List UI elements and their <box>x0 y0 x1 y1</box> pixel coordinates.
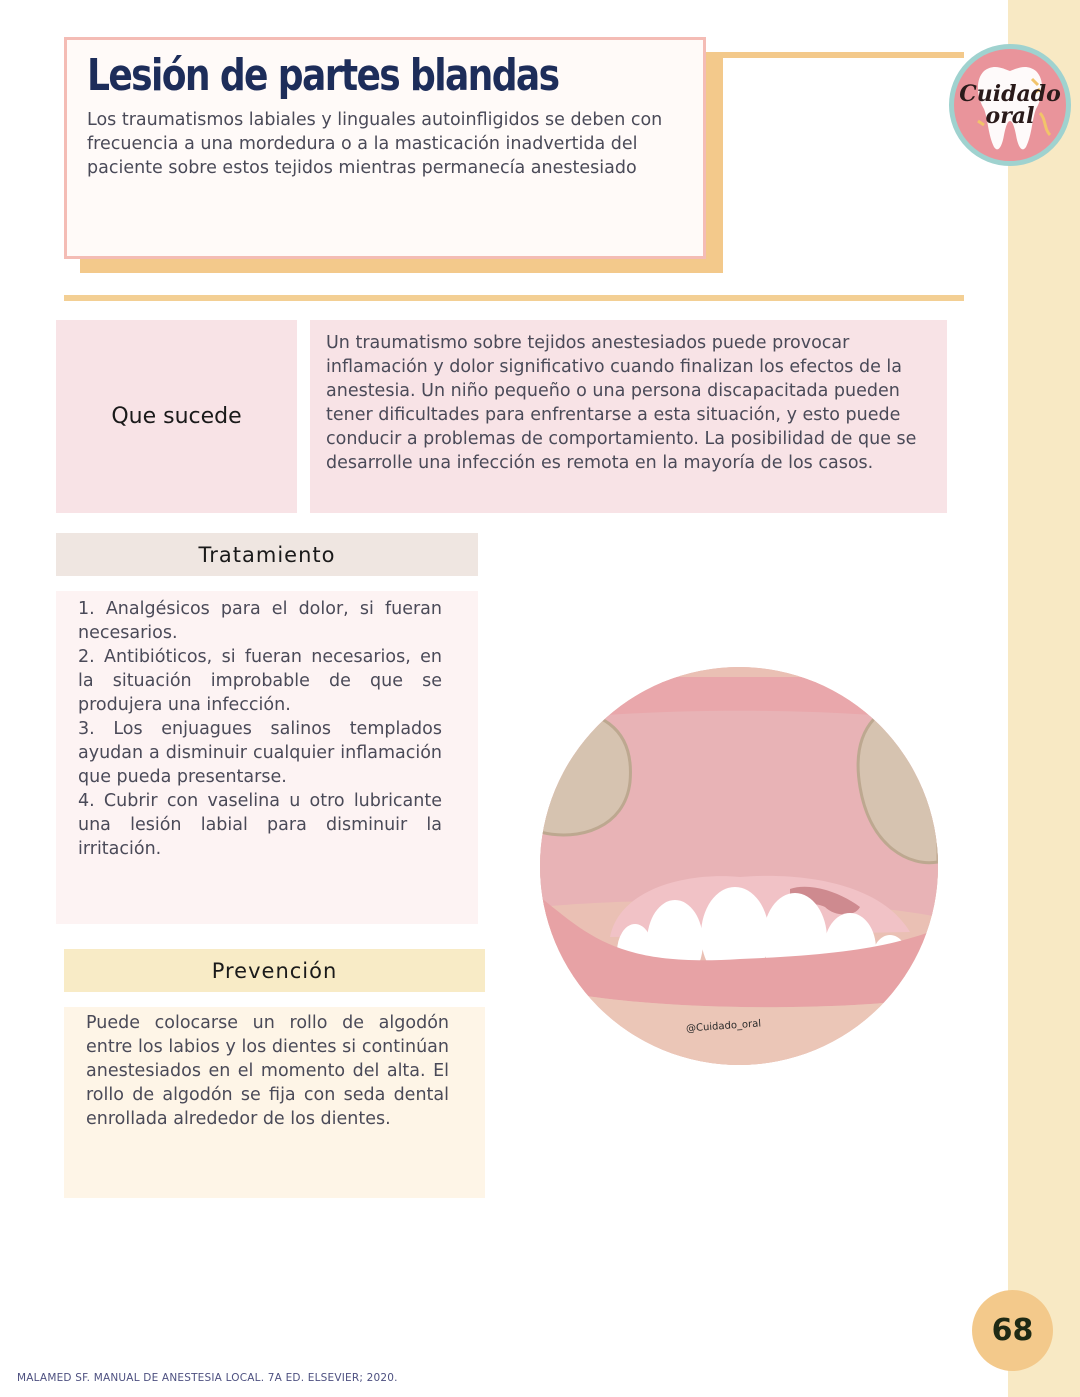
page-number-badge <box>972 1290 1053 1371</box>
que-sucede-text-box <box>310 320 947 513</box>
side-decor-strip <box>1008 0 1080 1397</box>
que-sucede-text: Un traumatismo sobre tejidos anestesiados puede provocar inflamación y dolor significativo cuando finalizan los efectos de la anestesia. Un niño pequeño o una persona discapacitada pueden tener dificultades para enfrentarse a esta situación, y esto puede conducir a problemas de comportamiento. La posibilidad de que se desarrolle una infección es remota en la mayoría de los casos. <box>326 333 917 473</box>
prevencion-header <box>64 949 485 992</box>
intro-text: Los traumatismos labiales y linguales autoinfligidos se deben con frecuencia a una mordedura o a la masticación inadvertida del paciente sobre estos tejidos mientras permanecía anestesiado <box>87 110 663 178</box>
tratamiento-header <box>56 533 478 576</box>
brand-logo <box>949 44 1071 166</box>
mouth-illustration <box>540 667 938 1065</box>
list-item: 1. Analgésicos para el dolor, si fueran necesarios. <box>78 599 442 643</box>
prevencion-box <box>64 1007 485 1198</box>
citation: MALAMED SF. MANUAL DE ANESTESIA LOCAL. 7A ED. ELSEVIER; 2020. <box>17 1372 398 1384</box>
list-item: 3. Los enjuagues salinos templados ayudan a disminuir cualquier inflamación que pueda presentarse. <box>78 719 442 787</box>
prevencion-text: Puede colocarse un rollo de algodón entre los labios y los dientes si continúan anestesiados en el momento del alta. El rollo de algodón se fija con seda dental enrollada alrededor de los dientes. <box>86 1013 449 1129</box>
que-sucede-heading: Que sucede <box>111 404 242 429</box>
list-item: 4. Cubrir con vaselina u otro lubricante una lesión labial para disminuir la irritación. <box>78 791 442 859</box>
page-title: Lesión de partes blandas <box>87 50 559 101</box>
tratamiento-list <box>56 591 478 924</box>
header-card <box>64 37 706 259</box>
mouth-lesion-image <box>540 667 938 1065</box>
list-item: 2. Antibióticos, si fueran necesarios, en la situación improbable de que se produjera una infección. <box>78 647 442 715</box>
illustration-credit: @Cuidado_oral <box>685 1018 762 1035</box>
que-sucede-label-box <box>56 320 297 513</box>
page-number: 68 <box>991 1313 1034 1348</box>
prevencion-heading: Prevención <box>211 958 338 983</box>
logo-text: Cuidado oral <box>959 81 1061 129</box>
tratamiento-heading: Tratamiento <box>198 542 336 567</box>
section-divider <box>64 295 964 301</box>
header-accent-line <box>704 52 964 58</box>
